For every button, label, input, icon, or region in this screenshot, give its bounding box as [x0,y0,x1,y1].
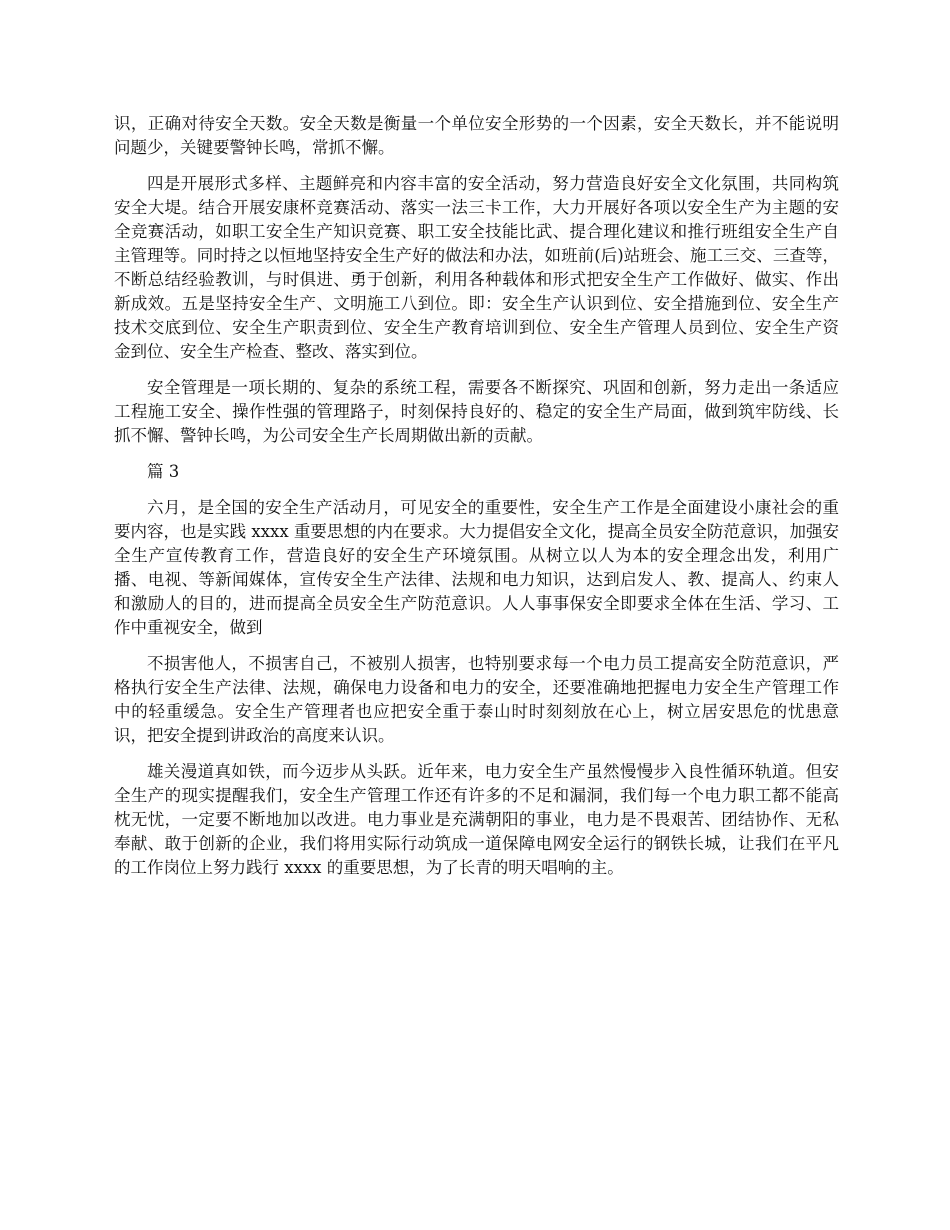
paragraph-continuation: 识，正确对待安全天数。安全天数是衡量一个单位安全形势的一个因素，安全天数长，并不能说明问题少，关键要警钟长鸣，常抓不懈。 [114,114,839,157]
paragraph-closing: 雄关漫道真如铁，而今迈步从头跃。近年来，电力安全生产虽然慢慢步入良性循环轨道。但安全生产的现实提醒我们，安全生产管理工作还有许多的不足和漏洞，我们每一个电力职工都不能高枕无忧，一定要不断地加以改进。电力事业是充满朝阳的事业，电力是不畏艰苦、团结协作、无私奉献、敢于创新的企业，我们将用实际行动筑成一道保障电网安全运行的钢铁长城，让我们在平凡的工作岗位上努力践行 xxxx 的重要思想，为了长青的明天唱响的主。 [114,762,839,877]
paragraph-activities: 四是开展形式多样、主题鲜亮和内容丰富的安全活动，努力营造良好安全文化氛围，共同构筑安全大堤。结合开展安康杯竞赛活动、落实一法三卡工作，大力开展好各项以安全生产为主题的安全竞赛活动，如职工安全生产知识竞赛、职工安全技能比武、提合理化建议和推行班组安全生产自主管理等。同时持之以恒地坚持安全生产好的做法和办法，如班前(后)站班会、施工三交、三查等，不断总结经验教训，与时俱进、勇于创新，利用各种载体和形式把安全生产工作做好、做实、作出新成效。五是坚持安全生产、文明施工八到位。即：安全生产认识到位、安全措施到位、安全生产技术交底到位、安全生产职责到位、安全生产教育培训到位、安全生产管理人员到位、安全生产资金到位、安全生产检查、整改、落实到位。 [114,174,839,361]
paragraph-no-harm: 不损害他人，不损害自己，不被别人损害，也特别要求每一个电力员工提高安全防范意识，严格执行安全生产法律、法规，确保电力设备和电力的安全，还要准确地把握电力安全生产管理工作中的轻重缓急。安全生产管理者也应把安全重于泰山时时刻刻放在心上，树立居安思危的忧患意识，把安全提到讲政治的高度来认识。 [114,654,839,745]
paragraph-june: 六月，是全国的安全生产活动月，可见安全的重要性，安全生产工作是全面建设小康社会的重要内容，也是实践 xxxx 重要思想的内在要求。大力提倡安全文化，提高全员安全防范意识，加强安全生产宣传教育工作，营造良好的安全生产环境氛围。从树立以人为本的安全理念出发，利用广播、电视、等新闻媒体，宣传安全生产法律、法规和电力知识，达到启发人、教、提高人、约束人和激励人的目的，进而提高全员安全生产防范意识。人人事事保安全即要求全体在生活、学习、工作中重视安全，做到 [114,498,839,637]
document-page [114,112,839,892]
section-heading: 篇 3 [147,462,180,481]
paragraph-conclusion: 安全管理是一项长期的、复杂的系统工程，需要各不断探究、巩固和创新，努力走出一条适应工程施工安全、操作性强的管理路子，时刻保持良好的、稳定的安全生产局面，做到筑牢防线、长抓不懈、警钟长鸣，为公司安全生产长周期做出新的贡献。 [114,378,839,445]
